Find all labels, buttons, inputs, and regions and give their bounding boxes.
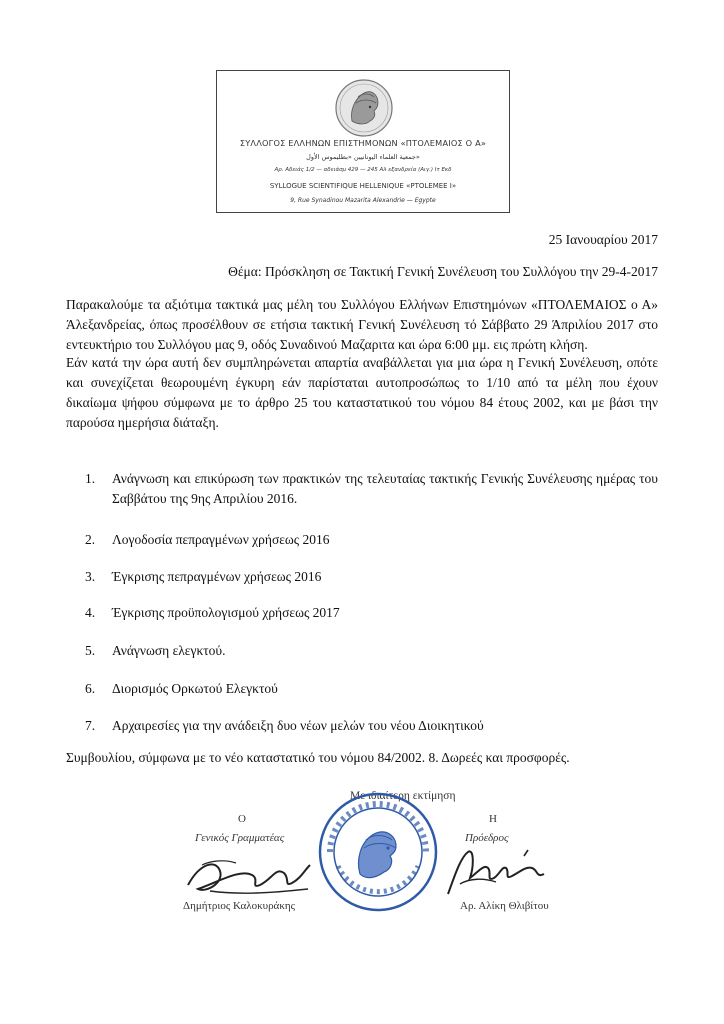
letter-date: 25 Ιανουαρίου 2017	[548, 232, 658, 247]
association-seal	[316, 790, 440, 914]
agenda-item-2	[66, 530, 658, 550]
agenda-item-5	[66, 641, 658, 661]
president-article: Η	[489, 813, 497, 825]
agenda-item-6	[66, 679, 658, 699]
agenda-number: 4.	[85, 605, 96, 620]
secretary-signature	[180, 845, 320, 905]
agenda-item-7	[66, 716, 658, 736]
agenda-number: 6.	[85, 681, 96, 696]
president-signature	[440, 838, 550, 902]
closing-line: Με ιδιαίτερη εκτίμηση	[350, 790, 456, 802]
agenda-item-4	[66, 603, 658, 623]
secretary-role: Γενικός Γραμματέας	[195, 832, 285, 844]
agenda-text: Λογοδοσία πεπραγμένων χρήσεως 2016	[112, 532, 330, 547]
president-role: Πρόεδρος	[465, 832, 509, 844]
secretary-name: Δημήτριος Καλοκυράκης	[183, 900, 295, 912]
president-name: Αρ. Αλίκη Θλιβίτου	[460, 900, 549, 912]
agenda-number: 2.	[85, 532, 96, 547]
ptolemy-coin-logo	[334, 77, 394, 139]
agenda-number: 3.	[85, 569, 96, 584]
agenda-text: Ανάγνωση ελεγκτού.	[112, 643, 226, 658]
letterhead-line-address-fr: 9, Rue Synadinou Mazarita Alexandrie — Egypte	[290, 197, 436, 204]
letterhead-line-greek: ΣΥΛΛΟΓΟΣ ΕΛΛΗΝΩΝ ΕΠΙΣΤΗΜΟΝΩΝ «ΠΤΟΛΕΜΑΙΟΣ Ο Α»	[239, 138, 487, 148]
agenda-item-1	[66, 469, 658, 509]
secretary-article: Ο	[238, 813, 246, 825]
invitation-paragraph: Παρακαλούμε τα αξιότιμα τακτικά μας μέλη του Συλλόγου Ελλήνων Επιστημόνων «ΠΤΟΛΕΜΑΙΟΣ ο Α» Άλεξανδρείας, όπως προσέλθουν σε ετήσια τακτική Γενική Συνέλευση τό Σάββατο 29 Άπριλίου 2017 στο εντευκτήριο του Συλλόγου μας 9, οδός Συναδινού Μαζαριτα και ώρα 6:00 μμ. εις πρώτη κλήση.	[66, 297, 658, 352]
agenda-text: Αρχαιρεσίες για την ανάδειξη δυο νέων μελών του νέου Διοικητικού	[112, 718, 484, 733]
letterhead-line-address-gr: Αρ. Αδειάς 1/2 — αδειάσμ 429 — 245 Αλ εξανδρεία (Αιγ.) Ιτ Εκδ	[274, 167, 452, 173]
agenda-number: 1.	[85, 471, 96, 486]
agenda-text: Ανάγνωση και επικύρωση των πρακτικών της τελευταίας τακτικής Γενικής Συνέλευσης ημέρας του Σαββάτου της 9ης Απριλίου 2016.	[112, 471, 658, 506]
agenda-item-3	[66, 567, 658, 587]
agenda-text: Διορισμός Ορκωτού Ελεγκτού	[112, 681, 278, 696]
agenda-text: Έγκρισης πεπραγμένων χρήσεως 2016	[112, 569, 322, 584]
letterhead-line-arabic: جمعية العلماء اليونانيين «بطليموس الأول»	[306, 153, 420, 161]
letterhead-line-french: SYLLOGUE SCIENTIFIQUE HELLENIQUE «PTOLEMEE I»	[269, 182, 457, 190]
letterhead	[216, 70, 510, 213]
agenda-number: 7.	[85, 718, 96, 733]
letter-subject: Θέμα: Πρόσκληση σε Τακτική Γενική Συνέλευση του Συλλόγου την 29-4-2017	[228, 264, 658, 279]
agenda-text: Έγκρισης προϋπολογισμού χρήσεως 2017	[112, 605, 340, 620]
quorum-paragraph: Εάν κατά την ώρα αυτή δεν συμπληρώνεται απαρτία αναβάλλεται για μια ώρα η Γενική Συνέλευση, οπότε και συνεχίζεται θεωρουμένη έγκυρη εάν παρίσταται αυτοπροσώπως το 1/10 από τα μέλη που έχουν δικαίωμα ψήφου σύμφωνα με το άρθρο 25 του καταστατικού του νόμου 84 έτους 2002, και με βάσι την παρούσα ημερήσια διάταξη.	[66, 355, 658, 430]
agenda-continuation: Συμβουλίου, σύμφωνα με το νέο καταστατικό του νόμου 84/2002. 8. Δωρεές και προσφορές.	[66, 750, 570, 765]
agenda-number: 5.	[85, 643, 96, 658]
